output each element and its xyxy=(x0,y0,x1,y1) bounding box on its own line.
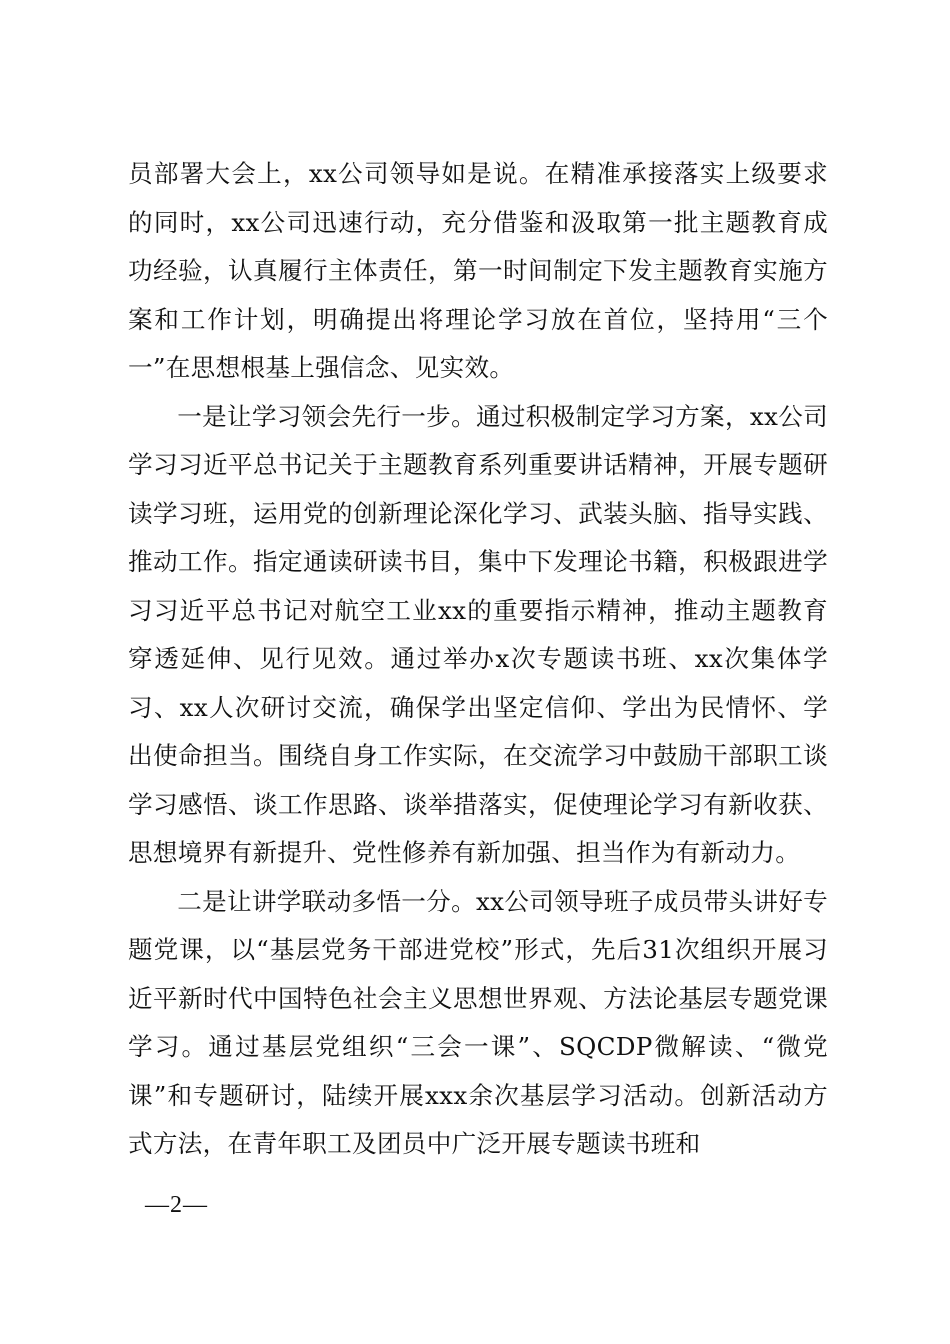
paragraph-2: 一是让学习领会先行一步。通过积极制定学习方案，xx公司学习习近平总书记关于主题教育系列重要讲话精神，开展专题研读学习班，运用党的创新理论深化学习、武装头脑、指导实践、推动工作。指定通读研读书目，集中下发理论书籍，积极跟进学习习近平总书记对航空工业xx的重要指示精神，推动主题教育穿透延伸、见行见效。通过举办x次专题读书班、xx次集体学习、xx人次研讨交流，确保学出坚定信仰、学出为民情怀、学出使命担当。围绕自身工作实际，在交流学习中鼓励干部职工谈学习感悟、谈工作思路、谈举措落实，促使理论学习有新收获、思想境界有新提升、党性修养有新加强、担当作为有新动力。 xyxy=(128,401,828,867)
body-text xyxy=(128,150,828,1169)
paragraph-3: 二是让讲学联动多悟一分。xx公司领导班子成员带头讲好专题党课，以“基层党务干部进党校”形式，先后31次组织开展习近平新时代中国特色社会主义思想世界观、方法论基层专题党课学习。通过基层党组织“三会一课”、SQCDP微解读、“微党课”和专题研讨，陆续开展xxx余次基层学习活动。创新活动方式方法，在青年职工及团员中广泛开展专题读书班和 xyxy=(128,886,828,1158)
paragraph-1: 员部署大会上，xx公司领导如是说。在精准承接落实上级要求的同时，xx公司迅速行动，充分借鉴和汲取第一批主题教育成功经验，认真履行主体责任，第一时间制定下发主题教育实施方案和工作计划，明确提出将理论学习放在首位，坚持用“三个一”在思想根基上强信念、见实效。 xyxy=(128,159,828,382)
page-number: —2— xyxy=(145,1192,208,1218)
